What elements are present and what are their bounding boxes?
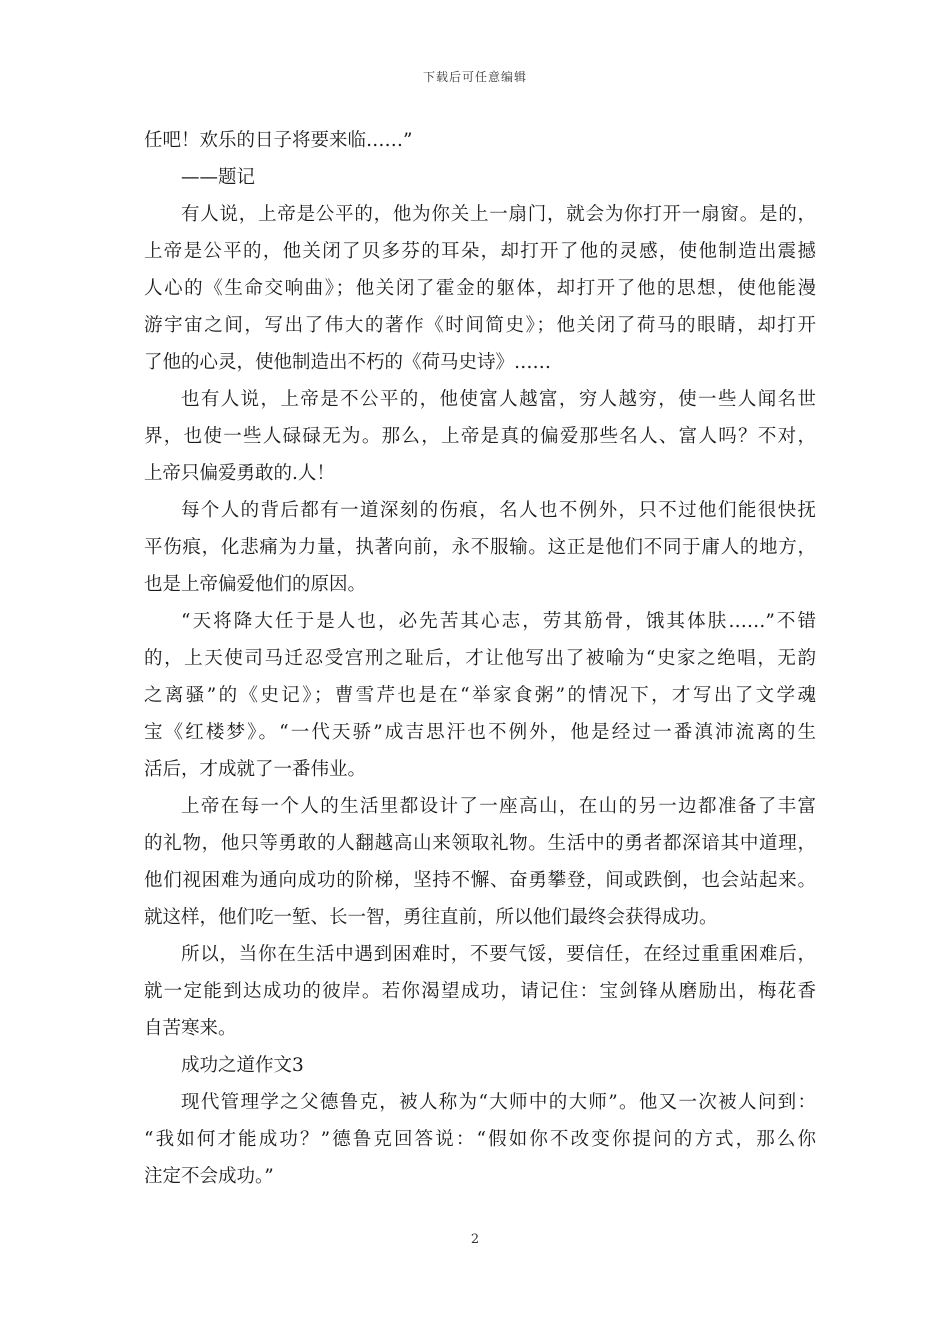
text-line: 宝《红楼梦》。“一代天骄”成吉思汗也不例外，他是经过一番滇沛流离的生 (144, 722, 816, 743)
text-line: 就这样，他们吃一堑、长一智，勇往直前，所以他们最终会获得成功。 (144, 907, 718, 928)
text-line: “天将降大任于是人也，必先苦其心志，劳其筋骨，饿其体肤……”不错 (181, 611, 816, 632)
text-line: 上帝在每一个人的生活里都设计了一座高山，在山的另一边都准备了丰富 (181, 796, 816, 817)
text-line: 人心的《生命交响曲》；他关闭了霍金的躯体，却打开了他的思想，使他能漫 (144, 278, 816, 299)
section-heading: 成功之道作文3 (181, 1055, 304, 1076)
text-line: 注定不会成功。” (144, 1166, 274, 1187)
text-line: 平伤痕，化悲痛为力量，执著向前，永不服输。这正是他们不同于庸人的地方， (144, 537, 816, 558)
text-line: 了他的心灵，使他制造出不朽的《荷马史诗》…… (144, 352, 552, 373)
text-line: 所以，当你在生活中遇到困难时，不要气馁，要信任，在经过重重困难后， (181, 944, 816, 965)
text-line: 上帝是公平的，他关闭了贝多芬的耳朵，却打开了他的灵感，使他制造出震撼 (144, 241, 816, 262)
text-line: 现代管理学之父德鲁克，被人称为“大师中的大师”。他又一次被人问到： (181, 1092, 816, 1113)
text-line: 也有人说，上帝是不公平的，他使富人越富，穷人越穷，使一些人闻名世 (181, 389, 816, 410)
text-line: 之离骚”的《史记》；曹雪芹也是在“举家食粥”的情况下，才写出了文学魂 (144, 685, 816, 706)
page-number: 2 (470, 1232, 480, 1247)
text-line: 也是上帝偏爱他们的原因。 (144, 574, 367, 595)
text-line: 有人说，上帝是公平的，他为你关上一扇门，就会为你打开一扇窗。是的， (181, 204, 816, 225)
text-line: “我如何才能成功？”德鲁克回答说：“假如你不改变你提问的方式，那么你 (144, 1129, 816, 1150)
text-line: 他们视困难为通向成功的阶梯，坚持不懈、奋勇攀登，间或跌倒，也会站起来。 (144, 870, 816, 891)
text-line: 自苦寒来。 (144, 1018, 237, 1039)
text-line: 的，上天使司马迁忍受宫刑之耻后，才让他写出了被喻为“史家之绝唱，无韵 (144, 648, 816, 669)
text-line: 就一定能到达成功的彼岸。若你渴望成功，请记住：宝剑锋从磨励出，梅花香 (144, 981, 816, 1002)
text-line: 游宇宙之间，写出了伟大的著作《时间简史》；他关闭了荷马的眼睛，却打开 (144, 315, 816, 336)
text-line: 界，也使一些人碌碌无为。那么，上帝是真的偏爱那些名人、富人吗？不对， (144, 426, 816, 447)
text-line: 上帝只偏爱勇敢的.人！ (144, 463, 335, 484)
text-line: 的礼物，他只等勇敢的人翻越高山来领取礼物。生活中的勇者都深谙其中道理， (144, 833, 816, 854)
document-body (144, 122, 816, 1195)
epigraph-attribution: ——题记 (181, 167, 256, 188)
page-header: 下载后可任意编辑 (422, 70, 527, 84)
text-line: 每个人的背后都有一道深刻的伤痕，名人也不例外，只不过他们能很快抚 (181, 500, 816, 521)
text-line: 活后，才成就了一番伟业。 (144, 759, 367, 780)
text-line: 任吧！欢乐的日子将要来临……” (144, 130, 413, 151)
